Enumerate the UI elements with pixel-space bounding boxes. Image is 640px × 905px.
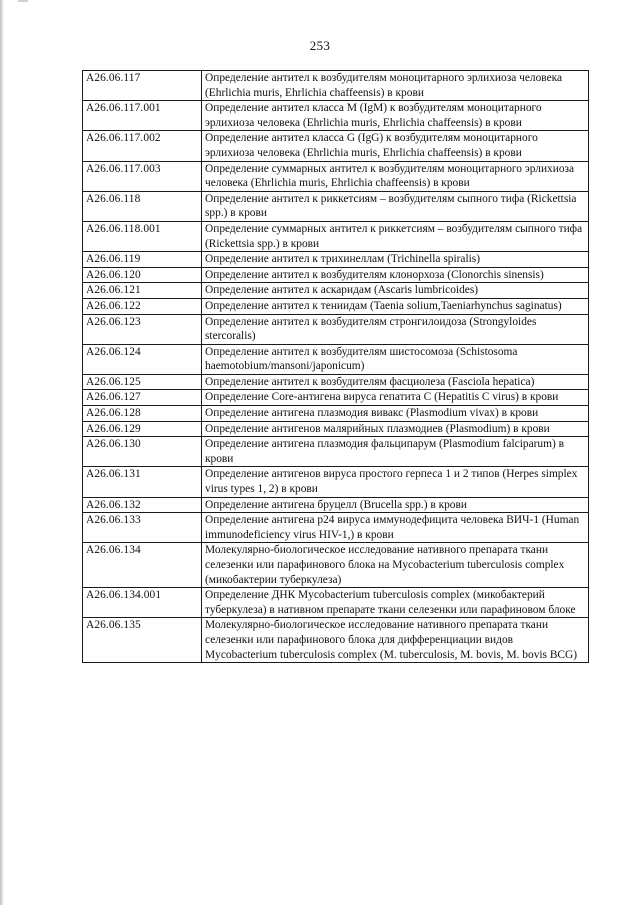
page-number: 253: [309, 38, 331, 53]
service-name: Определение антигена бруцелл (Brucella spp.) в крови: [202, 497, 589, 513]
service-name: Определение антител к возбудителям стронгилоидоза (Strongyloides stercoralis): [202, 314, 589, 344]
service-name: Молекулярно-биологическое исследование нативного препарата ткани селезенки или парафинового блока на Mycobacterium tuberculosis complex (микобактерии туберкулеза): [202, 543, 589, 588]
service-name: Определение антител к возбудителям моноцитарного эрлихиоза человека (Ehrlichia muris, Ehrlichia chaffeensis) в крови: [202, 71, 589, 101]
service-name: Определение антигена p24 вируса иммунодефицита человека ВИЧ-1 (Human immunodeficiency virus HIV-1,) в крови: [202, 513, 589, 543]
service-name: Определение ДНК Mycobacterium tuberculosis complex (микобактерий туберкулеза) в нативном препарате ткани селезенки или парафиновом блоке: [202, 588, 589, 618]
table-row: [83, 513, 589, 543]
scan-left-edge: [0, 0, 4, 905]
table-row: [83, 421, 589, 437]
service-code: A26.06.123: [83, 314, 202, 344]
service-code: A26.06.127: [83, 390, 202, 406]
service-code: A26.06.135: [83, 618, 202, 663]
service-code: A26.06.134: [83, 543, 202, 588]
service-code: A26.06.118.001: [83, 221, 202, 251]
service-name: Определение антител класса M (IgM) к возбудителям моноцитарного эрлихиоза человека (Ehrlichia muris, Ehrlichia chaffeensis) в крови: [202, 101, 589, 131]
service-code: A26.06.134.001: [83, 588, 202, 618]
service-name: Определение антител класса G (IgG) к возбудителям моноцитарного эрлихиоза человека (Ehrlichia muris, Ehrlichia chaffeensis) в крови: [202, 131, 589, 161]
table-row: [83, 467, 589, 497]
service-name: Определение антител к возбудителям фасциолеза (Fasciola hepatica): [202, 374, 589, 390]
service-name: Определение антигена плазмодия вивакс (Plasmodium vivax) в крови: [202, 406, 589, 422]
service-code: A26.06.130: [83, 437, 202, 467]
service-name: Молекулярно-биологическое исследование нативного препарата ткани селезенки или парафинового блока для дифференциации видов Mycobacterium tuberculosis complex (M. tuberculosis, M. bovis, M. bovis BCG): [202, 618, 589, 663]
table-row: [83, 543, 589, 588]
service-code-table: [82, 70, 589, 663]
service-code: A26.06.129: [83, 421, 202, 437]
service-name: Определение антител к тениидам (Taenia solium,Taeniarhynchus saginatus): [202, 298, 589, 314]
service-code: A26.06.132: [83, 497, 202, 513]
service-name: Определение антител к возбудителям шистосомоза (Schistosoma haemotobium/mansoni/japonicum): [202, 344, 589, 374]
service-code: A26.06.120: [83, 267, 202, 283]
table-row: [83, 390, 589, 406]
table-row: [83, 374, 589, 390]
table-body: [83, 71, 589, 663]
service-name: Определение Core-антигена вируса гепатита C (Hepatitis C virus) в крови: [202, 390, 589, 406]
service-name: Определение антигена плазмодия фальципарум (Plasmodium falciparum) в крови: [202, 437, 589, 467]
table-row: [83, 101, 589, 131]
service-code: A26.06.124: [83, 344, 202, 374]
service-name: Определение антител к риккетсиям – возбудителям сыпного тифа (Rickettsia spp.) в крови: [202, 191, 589, 221]
service-code: A26.06.128: [83, 406, 202, 422]
service-code: A26.06.117: [83, 71, 202, 101]
table-row: [83, 252, 589, 268]
table-row: [83, 191, 589, 221]
service-name: Определение суммарных антител к риккетсиям – возбудителям сыпного тифа (Rickettsia spp.) в крови: [202, 221, 589, 251]
service-name: Определение антигенов вируса простого герпеса 1 и 2 типов (Herpes simplex virus types 1, 2) в крови: [202, 467, 589, 497]
service-code: A26.06.133: [83, 513, 202, 543]
service-code: A26.06.117.001: [83, 101, 202, 131]
service-code: A26.06.131: [83, 467, 202, 497]
service-code: A26.06.121: [83, 283, 202, 299]
service-code: A26.06.117.003: [83, 161, 202, 191]
table-row: [83, 298, 589, 314]
service-name: Определение антител к возбудителям клонорхоза (Clonorchis sinensis): [202, 267, 589, 283]
service-code: A26.06.117.002: [83, 131, 202, 161]
table-row: [83, 71, 589, 101]
table-row: [83, 588, 589, 618]
table-row: [83, 131, 589, 161]
table-row: [83, 314, 589, 344]
service-code: A26.06.122: [83, 298, 202, 314]
table-row: [83, 283, 589, 299]
table-row: [83, 161, 589, 191]
service-name: Определение антител к аскаридам (Ascaris lumbricoides): [202, 283, 589, 299]
table-row: [83, 618, 589, 663]
service-name: Определение антигенов малярийных плазмодиев (Plasmodium) в крови: [202, 421, 589, 437]
table-row: [83, 406, 589, 422]
service-name: Определение суммарных антител к возбудителям моноцитарного эрлихиоза человека (Ehrlichia muris, Ehrlichia chaffeensis) в крови: [202, 161, 589, 191]
table-row: [83, 221, 589, 251]
service-name: Определение антител к трихинеллам (Trichinella spiralis): [202, 252, 589, 268]
service-code: A26.06.119: [83, 252, 202, 268]
table-row: [83, 497, 589, 513]
table-row: [83, 344, 589, 374]
scan-top-mark: [18, 0, 28, 2]
table-row: [83, 267, 589, 283]
table-row: [83, 437, 589, 467]
service-code: A26.06.118: [83, 191, 202, 221]
service-code: A26.06.125: [83, 374, 202, 390]
